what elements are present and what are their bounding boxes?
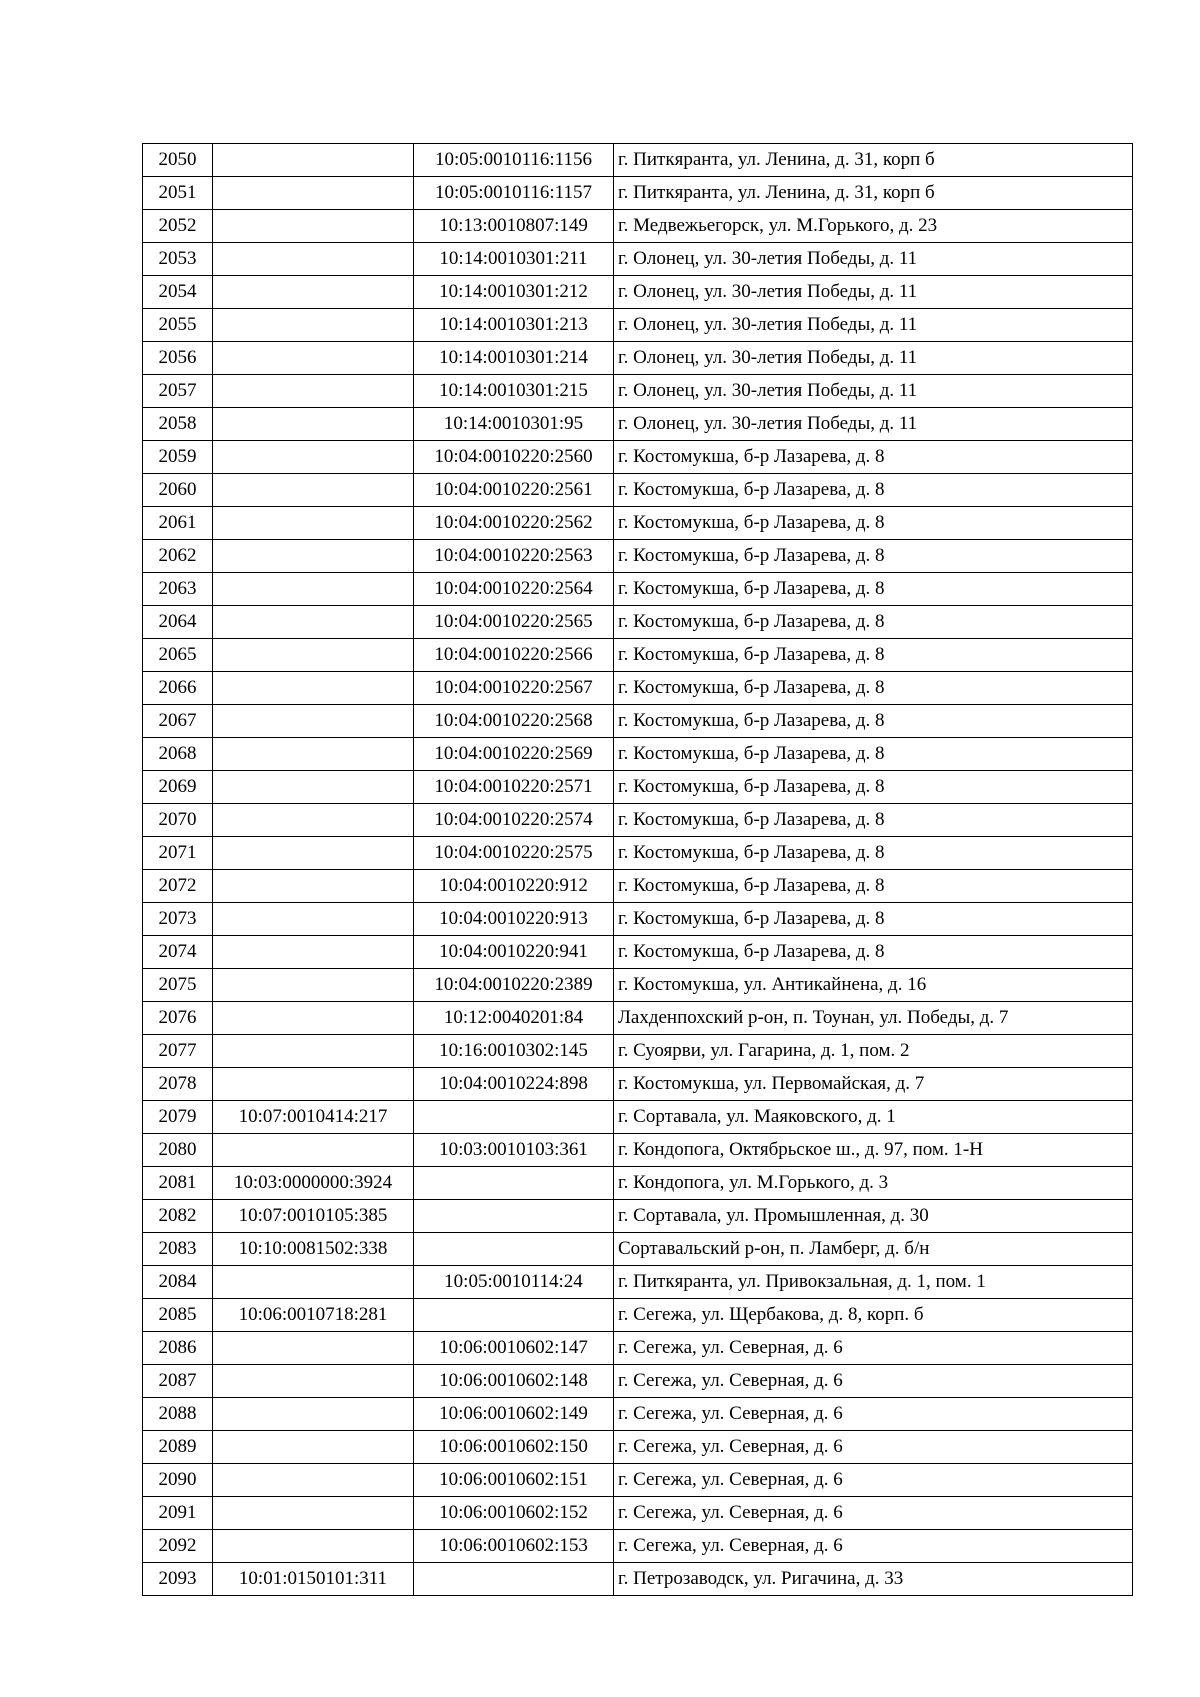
address-cell: г. Костомукша, б-р Лазарева, д. 8 [614, 507, 1133, 540]
land-cadastral-number-cell [213, 903, 414, 936]
table-row [143, 177, 1133, 210]
table-row [143, 804, 1133, 837]
row-number-cell: 2059 [143, 441, 213, 474]
address-cell: г. Сегежа, ул. Северная, д. 6 [614, 1332, 1133, 1365]
table-row [143, 1167, 1133, 1200]
row-number-cell: 2065 [143, 639, 213, 672]
row-number-cell: 2092 [143, 1530, 213, 1563]
object-cadastral-number-cell: 10:04:0010220:2562 [414, 507, 614, 540]
row-number-cell: 2076 [143, 1002, 213, 1035]
land-cadastral-number-cell [213, 837, 414, 870]
row-number-cell: 2087 [143, 1365, 213, 1398]
row-number-cell: 2077 [143, 1035, 213, 1068]
table-row [143, 441, 1133, 474]
land-cadastral-number-cell [213, 969, 414, 1002]
land-cadastral-number-cell: 10:03:0000000:3924 [213, 1167, 414, 1200]
row-number-cell: 2050 [143, 144, 213, 177]
table-row [143, 606, 1133, 639]
land-cadastral-number-cell [213, 1068, 414, 1101]
address-cell: Сортавальский р-он, п. Ламберг, д. б/н [614, 1233, 1133, 1266]
address-cell: г. Костомукша, б-р Лазарева, д. 8 [614, 870, 1133, 903]
object-cadastral-number-cell: 10:05:0010116:1157 [414, 177, 614, 210]
land-cadastral-number-cell [213, 1431, 414, 1464]
address-cell: г. Олонец, ул. 30-летия Победы, д. 11 [614, 375, 1133, 408]
row-number-cell: 2081 [143, 1167, 213, 1200]
table-row [143, 342, 1133, 375]
row-number-cell: 2055 [143, 309, 213, 342]
object-cadastral-number-cell: 10:13:0010807:149 [414, 210, 614, 243]
land-cadastral-number-cell [213, 144, 414, 177]
table-row [143, 639, 1133, 672]
table-row [143, 1233, 1133, 1266]
land-cadastral-number-cell [213, 639, 414, 672]
object-cadastral-number-cell: 10:04:0010220:2569 [414, 738, 614, 771]
land-cadastral-number-cell [213, 507, 414, 540]
land-cadastral-number-cell [213, 408, 414, 441]
object-cadastral-number-cell: 10:14:0010301:95 [414, 408, 614, 441]
address-cell: Лахденпохский р-он, п. Тоунан, ул. Победы, д. 7 [614, 1002, 1133, 1035]
object-cadastral-number-cell: 10:04:0010220:2567 [414, 672, 614, 705]
object-cadastral-number-cell: 10:04:0010220:2560 [414, 441, 614, 474]
address-cell: г. Сортавала, ул. Маяковского, д. 1 [614, 1101, 1133, 1134]
table-row [143, 870, 1133, 903]
object-cadastral-number-cell: 10:14:0010301:212 [414, 276, 614, 309]
object-cadastral-number-cell: 10:04:0010220:2571 [414, 771, 614, 804]
address-cell: г. Костомукша, б-р Лазарева, д. 8 [614, 639, 1133, 672]
row-number-cell: 2083 [143, 1233, 213, 1266]
address-cell: г. Костомукша, б-р Лазарева, д. 8 [614, 441, 1133, 474]
land-cadastral-number-cell [213, 441, 414, 474]
table-row [143, 507, 1133, 540]
object-cadastral-number-cell: 10:14:0010301:213 [414, 309, 614, 342]
land-cadastral-number-cell [213, 1266, 414, 1299]
land-cadastral-number-cell [213, 210, 414, 243]
address-cell: г. Сортавала, ул. Промышленная, д. 30 [614, 1200, 1133, 1233]
table-row [143, 1464, 1133, 1497]
table-body [143, 144, 1133, 1596]
address-cell: г. Костомукша, б-р Лазарева, д. 8 [614, 705, 1133, 738]
table-row [143, 540, 1133, 573]
land-cadastral-number-cell [213, 1365, 414, 1398]
land-cadastral-number-cell [213, 936, 414, 969]
row-number-cell: 2084 [143, 1266, 213, 1299]
table-row [143, 1530, 1133, 1563]
row-number-cell: 2053 [143, 243, 213, 276]
address-cell: г. Питкяранта, ул. Ленина, д. 31, корп б [614, 144, 1133, 177]
object-cadastral-number-cell: 10:04:0010220:2561 [414, 474, 614, 507]
table-row [143, 1398, 1133, 1431]
row-number-cell: 2086 [143, 1332, 213, 1365]
row-number-cell: 2062 [143, 540, 213, 573]
object-cadastral-number-cell: 10:14:0010301:211 [414, 243, 614, 276]
table-row [143, 474, 1133, 507]
row-number-cell: 2064 [143, 606, 213, 639]
object-cadastral-number-cell: 10:04:0010220:2565 [414, 606, 614, 639]
land-cadastral-number-cell [213, 243, 414, 276]
row-number-cell: 2089 [143, 1431, 213, 1464]
land-cadastral-number-cell [213, 1002, 414, 1035]
object-cadastral-number-cell: 10:06:0010602:148 [414, 1365, 614, 1398]
table-row [143, 573, 1133, 606]
address-cell: г. Олонец, ул. 30-летия Победы, д. 11 [614, 342, 1133, 375]
land-cadastral-number-cell [213, 1530, 414, 1563]
row-number-cell: 2080 [143, 1134, 213, 1167]
address-cell: г. Олонец, ул. 30-летия Победы, д. 11 [614, 309, 1133, 342]
land-cadastral-number-cell [213, 870, 414, 903]
land-cadastral-number-cell [213, 1497, 414, 1530]
table-row [143, 969, 1133, 1002]
land-cadastral-number-cell [213, 573, 414, 606]
address-cell: г. Костомукша, б-р Лазарева, д. 8 [614, 771, 1133, 804]
row-number-cell: 2078 [143, 1068, 213, 1101]
table-row [143, 375, 1133, 408]
object-cadastral-number-cell: 10:06:0010602:152 [414, 1497, 614, 1530]
row-number-cell: 2052 [143, 210, 213, 243]
row-number-cell: 2082 [143, 1200, 213, 1233]
address-cell: г. Костомукша, б-р Лазарева, д. 8 [614, 474, 1133, 507]
object-cadastral-number-cell: 10:04:0010220:912 [414, 870, 614, 903]
land-cadastral-number-cell [213, 672, 414, 705]
object-cadastral-number-cell: 10:04:0010220:2564 [414, 573, 614, 606]
address-cell: г. Сегежа, ул. Северная, д. 6 [614, 1530, 1133, 1563]
object-cadastral-number-cell: 10:14:0010301:214 [414, 342, 614, 375]
address-cell: г. Костомукша, ул. Антикайнена, д. 16 [614, 969, 1133, 1002]
object-cadastral-number-cell [414, 1563, 614, 1596]
object-cadastral-number-cell: 10:06:0010602:153 [414, 1530, 614, 1563]
land-cadastral-number-cell [213, 177, 414, 210]
address-cell: г. Костомукша, б-р Лазарева, д. 8 [614, 672, 1133, 705]
object-cadastral-number-cell [414, 1101, 614, 1134]
row-number-cell: 2075 [143, 969, 213, 1002]
row-number-cell: 2093 [143, 1563, 213, 1596]
land-cadastral-number-cell: 10:01:0150101:311 [213, 1563, 414, 1596]
object-cadastral-number-cell: 10:04:0010220:2389 [414, 969, 614, 1002]
address-cell: г. Костомукша, б-р Лазарева, д. 8 [614, 573, 1133, 606]
address-cell: г. Костомукша, б-р Лазарева, д. 8 [614, 936, 1133, 969]
object-cadastral-number-cell: 10:12:0040201:84 [414, 1002, 614, 1035]
table-row [143, 1134, 1133, 1167]
land-cadastral-number-cell [213, 738, 414, 771]
row-number-cell: 2068 [143, 738, 213, 771]
table-row [143, 672, 1133, 705]
row-number-cell: 2073 [143, 903, 213, 936]
table-row [143, 1101, 1133, 1134]
object-cadastral-number-cell: 10:03:0010103:361 [414, 1134, 614, 1167]
address-cell: г. Костомукша, б-р Лазарева, д. 8 [614, 738, 1133, 771]
table-row [143, 936, 1133, 969]
address-cell: г. Сегежа, ул. Северная, д. 6 [614, 1365, 1133, 1398]
row-number-cell: 2057 [143, 375, 213, 408]
table-row [143, 1200, 1133, 1233]
row-number-cell: 2091 [143, 1497, 213, 1530]
land-cadastral-number-cell [213, 1464, 414, 1497]
table-row [143, 210, 1133, 243]
row-number-cell: 2054 [143, 276, 213, 309]
land-cadastral-number-cell [213, 540, 414, 573]
row-number-cell: 2085 [143, 1299, 213, 1332]
object-cadastral-number-cell: 10:06:0010602:150 [414, 1431, 614, 1464]
row-number-cell: 2056 [143, 342, 213, 375]
land-cadastral-number-cell [213, 705, 414, 738]
row-number-cell: 2069 [143, 771, 213, 804]
row-number-cell: 2058 [143, 408, 213, 441]
land-cadastral-number-cell [213, 375, 414, 408]
object-cadastral-number-cell [414, 1200, 614, 1233]
land-cadastral-number-cell: 10:06:0010718:281 [213, 1299, 414, 1332]
table-row [143, 903, 1133, 936]
address-cell: г. Питкяранта, ул. Ленина, д. 31, корп б [614, 177, 1133, 210]
address-cell: г. Кондопога, Октябрьское ш., д. 97, пом. 1-Н [614, 1134, 1133, 1167]
address-cell: г. Суоярви, ул. Гагарина, д. 1, пом. 2 [614, 1035, 1133, 1068]
object-cadastral-number-cell: 10:06:0010602:151 [414, 1464, 614, 1497]
table-row [143, 1299, 1133, 1332]
land-cadastral-number-cell [213, 1134, 414, 1167]
table-row [143, 1365, 1133, 1398]
address-cell: г. Медвежьегорск, ул. М.Горького, д. 23 [614, 210, 1133, 243]
address-cell: г. Сегежа, ул. Северная, д. 6 [614, 1398, 1133, 1431]
object-cadastral-number-cell [414, 1167, 614, 1200]
object-cadastral-number-cell: 10:04:0010220:941 [414, 936, 614, 969]
land-cadastral-number-cell [213, 474, 414, 507]
row-number-cell: 2061 [143, 507, 213, 540]
row-number-cell: 2063 [143, 573, 213, 606]
address-cell: г. Олонец, ул. 30-летия Победы, д. 11 [614, 243, 1133, 276]
row-number-cell: 2088 [143, 1398, 213, 1431]
address-cell: г. Питкяранта, ул. Привокзальная, д. 1, пом. 1 [614, 1266, 1133, 1299]
row-number-cell: 2090 [143, 1464, 213, 1497]
object-cadastral-number-cell: 10:04:0010220:913 [414, 903, 614, 936]
land-cadastral-number-cell: 10:07:0010414:217 [213, 1101, 414, 1134]
table-row [143, 1068, 1133, 1101]
land-cadastral-number-cell [213, 606, 414, 639]
address-cell: г. Костомукша, б-р Лазарева, д. 8 [614, 837, 1133, 870]
address-cell: г. Кондопога, ул. М.Горького, д. 3 [614, 1167, 1133, 1200]
table-row [143, 738, 1133, 771]
table-row [143, 1431, 1133, 1464]
land-cadastral-number-cell [213, 771, 414, 804]
land-cadastral-number-cell [213, 1332, 414, 1365]
table-row [143, 1497, 1133, 1530]
object-cadastral-number-cell: 10:04:0010220:2566 [414, 639, 614, 672]
table-row [143, 1035, 1133, 1068]
address-cell: г. Костомукша, б-р Лазарева, д. 8 [614, 540, 1133, 573]
object-cadastral-number-cell: 10:04:0010220:2568 [414, 705, 614, 738]
land-cadastral-number-cell [213, 1035, 414, 1068]
object-cadastral-number-cell: 10:06:0010602:147 [414, 1332, 614, 1365]
land-cadastral-number-cell [213, 804, 414, 837]
row-number-cell: 2051 [143, 177, 213, 210]
table-row [143, 705, 1133, 738]
row-number-cell: 2079 [143, 1101, 213, 1134]
property-table [142, 143, 1133, 1596]
table-row [143, 837, 1133, 870]
address-cell: г. Сегежа, ул. Щербакова, д. 8, корп. б [614, 1299, 1133, 1332]
address-cell: г. Костомукша, б-р Лазарева, д. 8 [614, 606, 1133, 639]
object-cadastral-number-cell: 10:04:0010220:2563 [414, 540, 614, 573]
address-cell: г. Сегежа, ул. Северная, д. 6 [614, 1431, 1133, 1464]
address-cell: г. Сегежа, ул. Северная, д. 6 [614, 1497, 1133, 1530]
object-cadastral-number-cell: 10:14:0010301:215 [414, 375, 614, 408]
address-cell: г. Олонец, ул. 30-летия Победы, д. 11 [614, 276, 1133, 309]
object-cadastral-number-cell: 10:04:0010224:898 [414, 1068, 614, 1101]
table-row [143, 144, 1133, 177]
table-row [143, 1002, 1133, 1035]
row-number-cell: 2060 [143, 474, 213, 507]
object-cadastral-number-cell: 10:16:0010302:145 [414, 1035, 614, 1068]
address-cell: г. Олонец, ул. 30-летия Победы, д. 11 [614, 408, 1133, 441]
land-cadastral-number-cell [213, 1398, 414, 1431]
row-number-cell: 2072 [143, 870, 213, 903]
address-cell: г. Костомукша, ул. Первомайская, д. 7 [614, 1068, 1133, 1101]
object-cadastral-number-cell [414, 1299, 614, 1332]
object-cadastral-number-cell: 10:05:0010116:1156 [414, 144, 614, 177]
land-cadastral-number-cell [213, 276, 414, 309]
land-cadastral-number-cell [213, 342, 414, 375]
land-cadastral-number-cell [213, 309, 414, 342]
table-row [143, 1332, 1133, 1365]
table-row [143, 1266, 1133, 1299]
object-cadastral-number-cell: 10:05:0010114:24 [414, 1266, 614, 1299]
row-number-cell: 2070 [143, 804, 213, 837]
land-cadastral-number-cell: 10:07:0010105:385 [213, 1200, 414, 1233]
object-cadastral-number-cell: 10:06:0010602:149 [414, 1398, 614, 1431]
table-row [143, 408, 1133, 441]
address-cell: г. Петрозаводск, ул. Ригачина, д. 33 [614, 1563, 1133, 1596]
table-row [143, 276, 1133, 309]
address-cell: г. Костомукша, б-р Лазарева, д. 8 [614, 903, 1133, 936]
table-row [143, 771, 1133, 804]
object-cadastral-number-cell: 10:04:0010220:2575 [414, 837, 614, 870]
object-cadastral-number-cell [414, 1233, 614, 1266]
row-number-cell: 2066 [143, 672, 213, 705]
address-cell: г. Сегежа, ул. Северная, д. 6 [614, 1464, 1133, 1497]
row-number-cell: 2067 [143, 705, 213, 738]
table-row [143, 309, 1133, 342]
address-cell: г. Костомукша, б-р Лазарева, д. 8 [614, 804, 1133, 837]
row-number-cell: 2071 [143, 837, 213, 870]
land-cadastral-number-cell: 10:10:0081502:338 [213, 1233, 414, 1266]
row-number-cell: 2074 [143, 936, 213, 969]
table-row [143, 243, 1133, 276]
table-row [143, 1563, 1133, 1596]
object-cadastral-number-cell: 10:04:0010220:2574 [414, 804, 614, 837]
